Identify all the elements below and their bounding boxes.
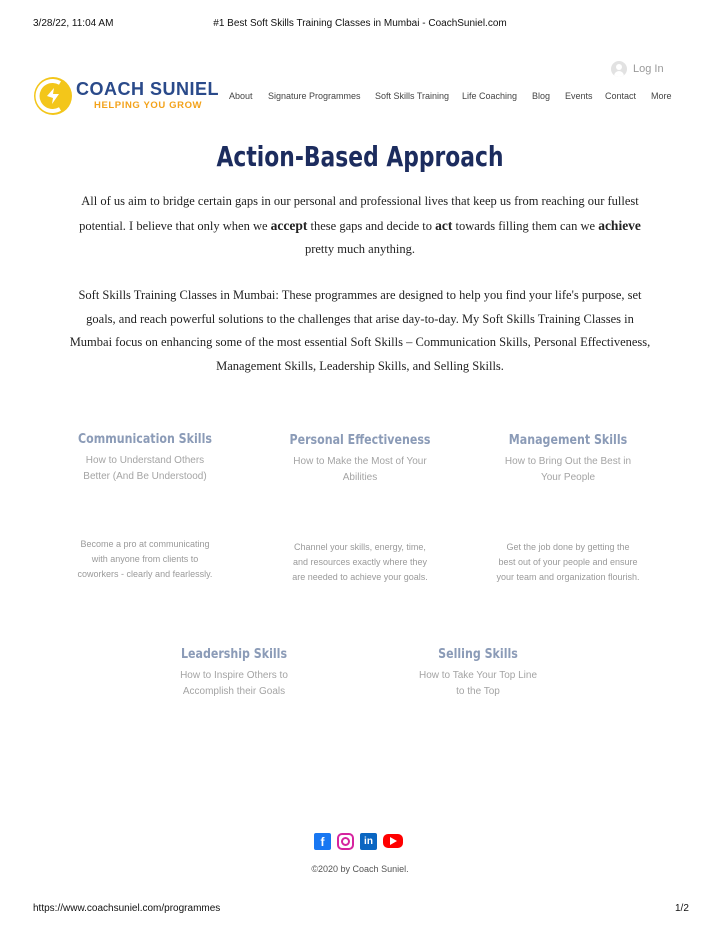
nav-contact[interactable]: Contact [605,91,637,101]
intro-line-2: potential. I believe that only when we accept these gaps and decide to act towards filling them can we achieve [79,217,641,233]
card-title: Leadership Skills [180,647,288,662]
card-description-management: Get the job done by getting the best out of your people and ensure your team and organization flourish. [496,542,640,582]
card-subtitle: How to Inspire Others to Accomplish their Goals [180,670,288,697]
print-url: https://www.coachsuniel.com/programmes [33,903,221,914]
copyright-text: ©2020 by Coach Suniel. [311,864,409,874]
card-title: Management Skills [508,433,628,448]
act-emphasis: act [435,217,453,233]
nav-more[interactable]: More [651,91,672,101]
nav-soft-skills-training[interactable]: Soft Skills Training [375,91,450,101]
logo-emblem-icon [33,74,73,118]
instagram-icon[interactable] [337,833,354,850]
card-subtitle: How to Take Your Top Line to the Top [418,670,538,697]
page-heading: Action-Based Approach [216,140,504,173]
print-page-title: #1 Best Soft Skills Training Classes in Mumbai - CoachSuniel.com [213,18,507,29]
card-title: Selling Skills [438,647,518,662]
print-page-number: 1/2 [675,903,689,914]
accept-emphasis: accept [270,217,308,233]
card-title: Communication Skills [78,432,212,447]
nav-events[interactable]: Events [565,91,593,101]
logo-tagline: HELPING YOU GROW [94,100,203,111]
nav-life-coaching[interactable]: Life Coaching [462,91,518,101]
intro-line-3: pretty much anything. [304,242,416,256]
achieve-emphasis: achieve [598,217,641,233]
login-label: Log In [633,63,664,75]
card-subtitle: How to Bring Out the Best in Your People [504,456,632,483]
card-description-communication: Become a pro at communicating with anyone from clients to coworkers - clearly and fearlessly. [77,539,213,579]
login-button[interactable] [611,61,664,77]
card-subtitle: How to Make the Most of Your Abilities [293,456,427,483]
user-avatar-icon [611,61,627,77]
card-title: Personal Effectiveness [289,433,431,448]
nav-blog[interactable]: Blog [532,91,551,101]
print-datetime: 3/28/22, 11:04 AM [33,18,114,29]
card-personal-effectiveness[interactable] [265,433,455,486]
logo-brand-name[interactable]: COACH SUNIEL [76,79,220,99]
linkedin-icon[interactable]: in [360,833,377,850]
programmes-line-1: Soft Skills Training Classes in Mumbai: These programmes are designed to help you find your life's purpose, set [78,288,642,302]
social-bar [314,833,403,850]
nav-signature-programmes[interactable]: Signature Programmes [268,91,361,101]
intro-paragraph [55,190,665,262]
programmes-line-4: Management Skills, Leadership Skills, and Selling Skills. [216,358,504,373]
programmes-paragraph [55,284,665,378]
intro-line-1: All of us aim to bridge certain gaps in our personal and professional lives that keep us from reaching our fullest [81,194,639,208]
card-management-skills[interactable] [473,433,663,486]
logo-emblem[interactable] [33,74,73,118]
card-leadership-skills[interactable] [139,647,329,700]
facebook-icon[interactable]: f [314,833,331,850]
card-selling-skills[interactable] [383,647,573,700]
programmes-line-3: Mumbai focus on enhancing some of the most essential Soft Skills – Communication Skills, Personal Effectiveness, [69,335,651,349]
card-subtitle: How to Understand Others Better (And Be Understood) [83,455,207,482]
card-communication-skills[interactable] [50,432,240,485]
card-description-personal: Channel your skills, energy, time, and resources exactly where they are needed to achieve your goals. [292,542,428,582]
programmes-line-2: goals, and reach powerful solutions to the challenges that arise day-to-day. My Soft Skills Training Classes in [86,311,634,326]
youtube-icon[interactable] [383,834,403,848]
nav-about[interactable]: About [229,91,253,101]
